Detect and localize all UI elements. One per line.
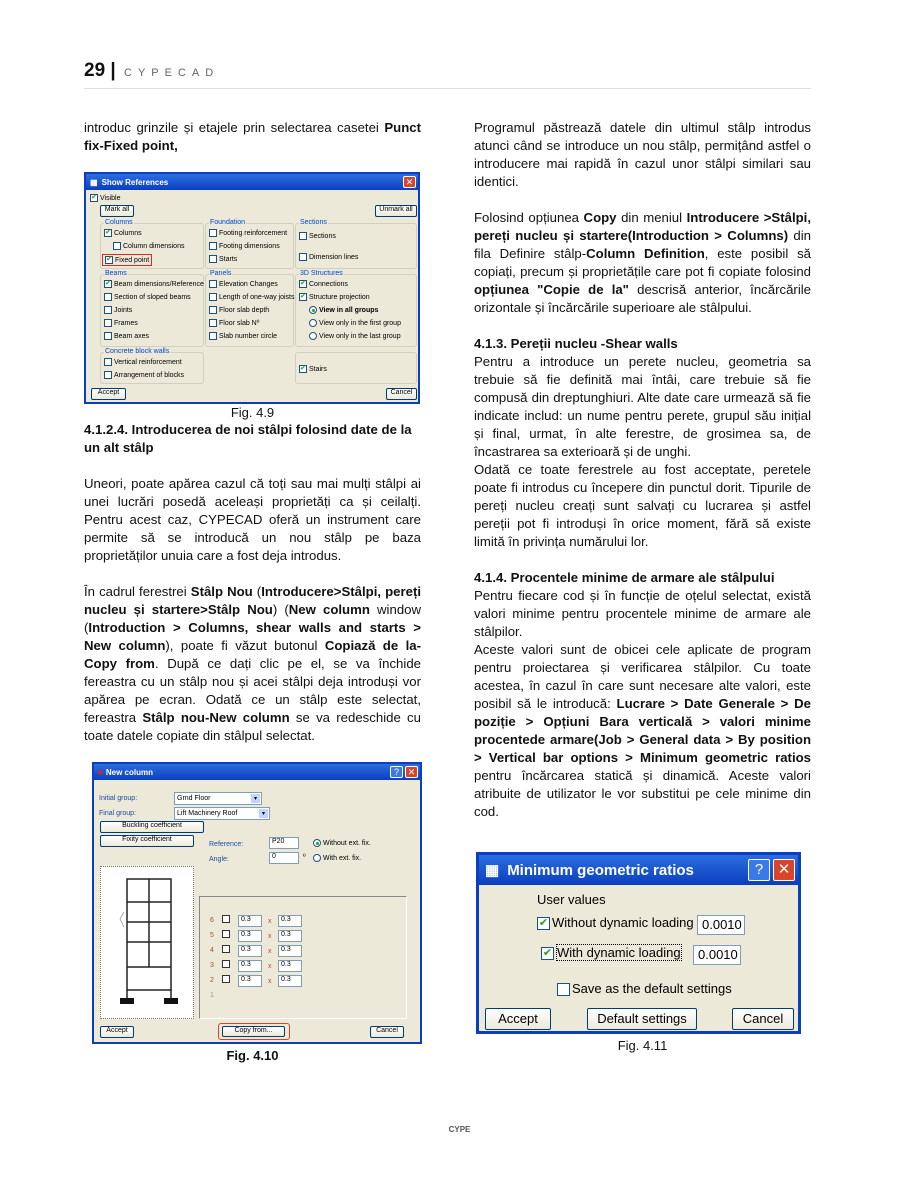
page-number: 29: [84, 60, 106, 81]
text-run: , este posibil să copiați, precum și proprietățile care pot fi copiate folosind: [474, 246, 811, 279]
show-references-dialog: [84, 172, 420, 404]
row-number: 4: [210, 947, 214, 954]
accept-button[interactable]: Accept: [100, 1026, 134, 1038]
checkbox-beam-axes[interactable]: Beam axes: [104, 332, 149, 340]
cancel-button[interactable]: Cancel: [370, 1026, 404, 1038]
paragraph: [474, 587, 811, 641]
copy-from-highlight: [218, 1023, 290, 1040]
help-icon[interactable]: ?: [390, 766, 403, 778]
building-frame-drawing: [101, 867, 193, 1018]
depth-input[interactable]: 0.3: [278, 975, 302, 987]
text-run: . După ce dați clic pe el, se va închide fereastra cu un stâlp nou și acei stâlpi deja introduși vor apărea pe ecran. Odată ce un stâlp este selectat, fereastra: [84, 656, 421, 725]
chevron-down-icon: ▾: [259, 809, 268, 818]
text-run: window (: [84, 602, 422, 635]
radio-all-groups[interactable]: View in all groups: [309, 306, 378, 314]
width-input[interactable]: 0.3: [238, 930, 262, 942]
right-column: [474, 119, 811, 839]
checkbox-arrangement-blocks[interactable]: Arrangement of blocks: [104, 371, 184, 379]
close-icon[interactable]: ✕: [405, 766, 418, 778]
paragraph: [474, 119, 811, 191]
fixity-coefficient-button[interactable]: Fixity coefficient: [100, 835, 194, 847]
row-checkbox[interactable]: [222, 930, 232, 938]
depth-input[interactable]: 0.3: [278, 960, 302, 972]
text-run: Pentru fiecare cod și în funcție de oțelul selectat, există valori minime pentru procentele minime de armare ale stâlpilor.: [474, 588, 811, 639]
text-run: din fila Definire stâlp-: [474, 228, 812, 261]
depth-input[interactable]: 0.3: [278, 930, 302, 942]
accept-button[interactable]: Accept: [485, 1008, 551, 1030]
width-input[interactable]: 0.3: [238, 960, 262, 972]
foundation-group: Foundation Footing reinforcement Footing dimensions Starts: [205, 223, 294, 269]
text-run: Pentru a introduce un perete nucleu, geometria sa trebuie să fie definită mai întâi, care trebuie să fie compusă din dreptunghiuri. Alte date care urmează să fie indicate includ: un nume pentru perete, grupul său inițial și final, urmat, în alte ferestre, de grosimea sa, de încastrarea sa exterioară și de unghi.: [474, 354, 811, 459]
radio-without-ext-fix[interactable]: Without ext. fix.: [313, 839, 371, 847]
final-group-select[interactable]: Lift Machinery Roof ▾: [174, 807, 270, 820]
times-symbol: x: [268, 918, 272, 925]
angle-label: Angle:: [209, 856, 229, 863]
chevron-down-icon: ▾: [251, 794, 260, 803]
paragraph: [84, 119, 421, 155]
beams-group: Beams ✔ Beam dimensions/Reference Section of sloped beams Joints Frames Beam axes: [100, 274, 204, 347]
text-run: ) (: [272, 602, 289, 617]
width-input[interactable]: 0.3: [238, 945, 262, 957]
buckling-coefficient-button[interactable]: Buckling coefficient: [100, 821, 204, 833]
times-symbol: x: [268, 933, 272, 940]
checkbox-joints[interactable]: Joints: [104, 306, 132, 314]
header-separator: |: [110, 60, 116, 81]
initial-group-select[interactable]: Grnd Floor ▾: [174, 792, 262, 805]
bold-text: Introducere>Stâlpi, pereți nucleu și startere>Stâlp Nou: [84, 584, 422, 617]
checkbox-connections[interactable]: ✔ Connections: [300, 280, 348, 288]
header-brand: CYPECAD: [124, 67, 220, 79]
with-dynamic-input[interactable]: 0.0010: [693, 945, 741, 965]
bold-text: Stâlp nou-New column: [142, 710, 290, 725]
paragraph: [84, 583, 421, 745]
row-checkbox[interactable]: [222, 915, 232, 923]
text-run: ), poate fi văzut butonul: [165, 638, 325, 653]
checkbox-starts[interactable]: Starts: [209, 255, 237, 263]
checkbox-vertical-reinforcement[interactable]: Vertical reinforcement: [104, 358, 182, 366]
degree-symbol: º: [303, 854, 306, 861]
checkbox-beam-dimensions[interactable]: ✔ Beam dimensions/Reference: [105, 280, 204, 288]
checkbox-footing-dimensions[interactable]: Footing dimensions: [209, 242, 280, 250]
paragraph: [84, 475, 421, 565]
app-icon: ■: [98, 767, 103, 777]
panels-group: Panels Elevation Changes Length of one-way joists Floor slab depth Floor slab Nº Slab number circle: [205, 274, 294, 347]
paragraph: [474, 353, 811, 461]
cancel-button[interactable]: Cancel: [732, 1008, 794, 1030]
row-number: 1: [210, 992, 214, 999]
3d-structures-group: 3D Structures ✔ Connections ✔ Structure projection View in all groups View only in the first group View only in the last group: [295, 274, 417, 347]
figure-caption: Fig. 4.9: [230, 405, 275, 420]
checkbox-stairs[interactable]: ✔ Stairs: [300, 365, 327, 373]
left-column: [84, 119, 421, 173]
row-checkbox[interactable]: [222, 975, 232, 983]
radio-last-group[interactable]: View only in the last group: [309, 332, 401, 340]
help-icon[interactable]: ?: [748, 859, 770, 881]
checkbox-structure-projection[interactable]: ✔ Structure projection: [300, 293, 370, 301]
dimensions-panel: [199, 896, 407, 1019]
row-number: 3: [210, 962, 214, 969]
stairs-group: [295, 352, 417, 384]
close-icon[interactable]: ✕: [403, 176, 416, 188]
checkbox-dimension-lines[interactable]: Dimension lines: [299, 253, 358, 261]
new-column-dialog: [92, 762, 422, 1044]
text-run: introduc grinzile și etajele prin selectarea casetei: [84, 120, 385, 135]
checkbox-slab-depth[interactable]: Floor slab depth: [209, 306, 269, 314]
times-symbol: x: [268, 978, 272, 985]
checkbox-fixed-point[interactable]: ✔ Fixed point: [102, 254, 152, 266]
accept-button[interactable]: Accept: [91, 388, 126, 400]
figure-caption: Fig. 4.10: [226, 1048, 279, 1063]
bold-text: Stâlp Nou: [190, 584, 253, 599]
text-run: pentru încărcarea statică și dinamică. Aceste valori atribuite de utilizator le vor substitui pe cele minime din cod.: [474, 768, 811, 819]
grid-icon: ▦: [485, 862, 500, 879]
checkbox-sections[interactable]: Sections: [299, 232, 336, 240]
text-run: Uneori, poate apărea cazul că toți sau mai mulți stâlpi ai unei lucrări posedă aceleași proprietăți ca și ceilalți. Pentru acest caz, CYPECAD oferă un instrument care permite să se introducă un nou stâlp pe baza proprietăților unuia care a fost deja introdus.: [84, 476, 421, 563]
text-run: În cadrul ferestrei: [84, 584, 191, 599]
text-run: Programul păstrează datele din ultimul stâlp introdus atunci când se introduce un nou stâlp, permițând astfel o introducere mai rapidă în cazul unor stâlpi similari sau identici.: [474, 120, 811, 189]
paragraph: [474, 209, 811, 317]
checkbox-footing-reinforcement[interactable]: Footing reinforcement: [209, 229, 287, 237]
times-symbol: x: [268, 963, 272, 970]
dialog-title: Show References: [101, 177, 169, 187]
checkbox-without-dynamic[interactable]: ✔ Without dynamic loading: [538, 915, 694, 930]
checkbox-slab-circle[interactable]: Slab number circle: [209, 332, 277, 340]
dialog-titlebar: [94, 764, 420, 780]
section-heading: 4.1.2.4. Introducerea de noi stâlpi folosind date de la un alt stâlp: [84, 422, 412, 455]
checkbox-slab-number[interactable]: Floor slab Nº: [209, 319, 259, 327]
text-run: Aceste valori sunt de obicei cele aplicate de program pentru proiectarea și verificarea stâlpilor. Cu toate acestea, în cazul în care sunt necesare alte valori, este posibil să le introducă:: [474, 642, 811, 711]
row-number: 6: [210, 917, 214, 924]
section-heading: 4.1.4. Procentele minime de armare ale stâlpului: [474, 570, 775, 585]
checkbox-sloped-beams[interactable]: Section of sloped beams: [104, 293, 191, 301]
angle-input[interactable]: 0: [269, 852, 299, 864]
left-column-2: [84, 405, 421, 763]
row-checkbox[interactable]: [222, 960, 232, 968]
checkbox-columns[interactable]: ✔ Columns: [105, 229, 142, 237]
copy-from-button[interactable]: Copy from...: [222, 1026, 285, 1037]
text-run: se va redeschide cu toate datele copiate din stâlpul selectat.: [84, 710, 421, 743]
checkbox-column-dimensions[interactable]: Column dimensions: [113, 242, 184, 250]
text-run: Odată ce toate ferestrele au fost acceptate, peretele poate fi introdus cu începere din punctul dorit. Tipurile de pereți nucleu creați sunt salvați cu lucrarea și astfel pereții pot fi introduși în orice moment, fără să existe limită în privința numărului lor.: [474, 462, 811, 549]
column-preview: [100, 866, 194, 1019]
text-run: descrisă anterior, încărcările orizontale și încărcările superioare ale stâlpului.: [474, 282, 812, 315]
text-run: (: [252, 584, 262, 599]
cancel-button[interactable]: Cancel: [386, 388, 417, 400]
user-values-label: User values: [537, 892, 606, 907]
paragraph: [474, 461, 811, 551]
reference-label: Reference:: [209, 841, 244, 848]
page-header: [84, 60, 219, 82]
radio-with-ext-fix[interactable]: With ext. fix.: [313, 854, 361, 862]
row-checkbox[interactable]: [222, 945, 232, 953]
figure-caption: Fig. 4.11: [617, 1038, 668, 1053]
visible-checkbox[interactable]: ✔ Visible: [91, 194, 121, 202]
depth-input[interactable]: 0.3: [278, 915, 302, 927]
grid-icon: ▦: [90, 177, 98, 187]
reference-input[interactable]: P20: [269, 837, 299, 849]
columns-group: Columns ✔ Columns Column dimensions ✔ Fixed point: [100, 223, 204, 269]
checkbox-joist-length[interactable]: Length of one-way joists: [209, 293, 295, 301]
bold-text: Copy: [583, 210, 617, 225]
concrete-walls-group: Concrete block walls Vertical reinforcement Arrangement of blocks: [100, 352, 204, 384]
bold-text: New column: [288, 602, 370, 617]
paragraph: [474, 641, 811, 821]
initial-group-label: Initial group:: [99, 795, 138, 802]
without-dynamic-input[interactable]: 0.0010: [697, 915, 745, 935]
row-number: 2: [210, 977, 214, 984]
dialog-title: Minimum geometric ratios: [507, 861, 694, 879]
bold-text: Lucrare > Date Generale > De poziție > Opțiuni Bara verticală > valori minime procentede armare(Job > General data > By position > Vertical bar options > Minimum geometric ratios: [474, 696, 811, 765]
width-input[interactable]: 0.3: [238, 975, 262, 987]
times-symbol: x: [268, 948, 272, 955]
default-settings-button[interactable]: Default settings: [587, 1008, 697, 1030]
radio-first-group[interactable]: View only in the first group: [309, 319, 401, 327]
checkbox-frames[interactable]: Frames: [104, 319, 138, 327]
bold-text: Column Definition: [586, 246, 705, 261]
checkbox-with-dynamic[interactable]: ✔ With dynamic loading: [542, 945, 681, 960]
minimum-ratios-dialog: [476, 852, 801, 1034]
bold-text: Punct fix-Fixed point,: [84, 120, 421, 153]
dialog-titlebar: [86, 174, 418, 190]
checkbox-elevation-changes[interactable]: Elevation Changes: [209, 280, 278, 288]
bold-text: Introducere >Stâlpi, pereți nucleu și startere(Introduction > Columns): [474, 210, 811, 243]
bold-text: Introduction > Columns, shear walls and starts > New column: [84, 620, 421, 653]
sections-group: Sections Sections Dimension lines: [295, 223, 417, 269]
unmark-all-button[interactable]: Unmark all: [375, 205, 417, 217]
bold-text: opțiunea "Copie de la": [474, 282, 629, 297]
section-heading: 4.1.3. Pereții nucleu -Shear walls: [474, 336, 678, 351]
dialog-title: New column: [105, 767, 153, 777]
text-run: din meniul: [616, 210, 687, 225]
checkbox-save-default[interactable]: Save as the default settings: [557, 981, 732, 996]
final-group-label: Final group:: [99, 810, 136, 817]
page-footer: CYPE: [448, 1125, 471, 1134]
close-icon[interactable]: ✕: [773, 859, 795, 881]
depth-input[interactable]: 0.3: [278, 945, 302, 957]
bold-text: Copiază de la-Copy from: [84, 638, 421, 671]
width-input[interactable]: 0.3: [238, 915, 262, 927]
row-number: 5: [210, 932, 214, 939]
mark-all-button[interactable]: Mark all: [100, 205, 134, 217]
header-rule: [84, 88, 811, 89]
text-run: Folosind opțiunea: [474, 210, 584, 225]
